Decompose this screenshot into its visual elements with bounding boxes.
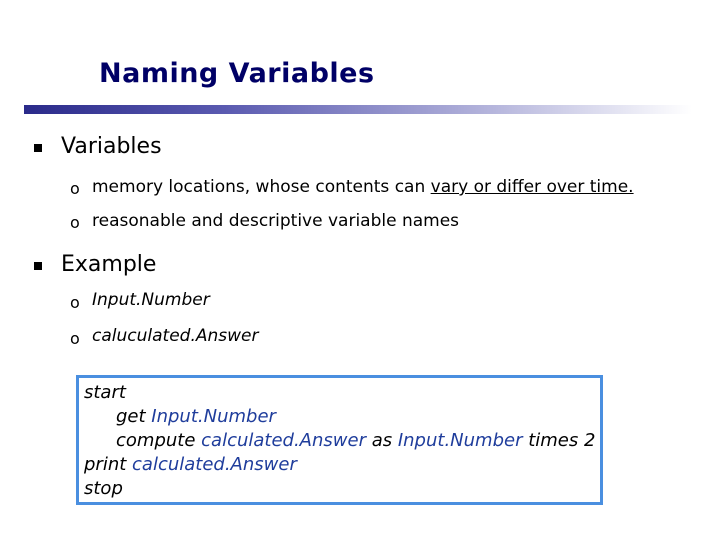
- code-line-print: [84, 454, 297, 475]
- code-line-stop: stop: [84, 478, 123, 499]
- circle-bullet-icon: o: [70, 329, 80, 348]
- code-line-start: start: [84, 382, 126, 403]
- title-underline-bar: [24, 105, 692, 114]
- circle-bullet-icon: o: [70, 179, 80, 198]
- code-keyword: times 2: [522, 430, 596, 451]
- sub-item-text: memory locations, whose contents can: [92, 177, 431, 197]
- bullet-variables: Variables: [61, 134, 162, 159]
- underlined-phrase: vary or differ over time.: [430, 177, 634, 197]
- code-keyword: get: [116, 406, 152, 427]
- sub-item-descriptive-names: reasonable and descriptive variable names: [92, 211, 460, 231]
- bullet-example: Example: [61, 252, 157, 277]
- code-variable: calculated.Answer: [132, 454, 297, 475]
- code-keyword: print: [84, 454, 133, 475]
- circle-bullet-icon: o: [70, 213, 80, 232]
- circle-bullet-icon: o: [70, 293, 80, 312]
- code-line-get: [116, 406, 276, 427]
- square-bullet-icon: [34, 262, 42, 270]
- code-variable: calculated.Answer: [201, 430, 366, 451]
- square-bullet-icon: [34, 144, 42, 152]
- sub-item-calculated-answer: caluculated.Answer: [92, 326, 259, 346]
- code-keyword: compute: [116, 430, 202, 451]
- sub-item-memory-locations: [92, 177, 634, 197]
- code-variable: Input.Number: [397, 430, 523, 451]
- pseudocode-box: [76, 375, 603, 505]
- code-keyword: as: [365, 430, 398, 451]
- sub-item-input-number: Input.Number: [92, 290, 210, 310]
- code-line-compute: [116, 430, 595, 451]
- slide-title: Naming Variables: [99, 58, 375, 89]
- code-variable: Input.Number: [151, 406, 276, 427]
